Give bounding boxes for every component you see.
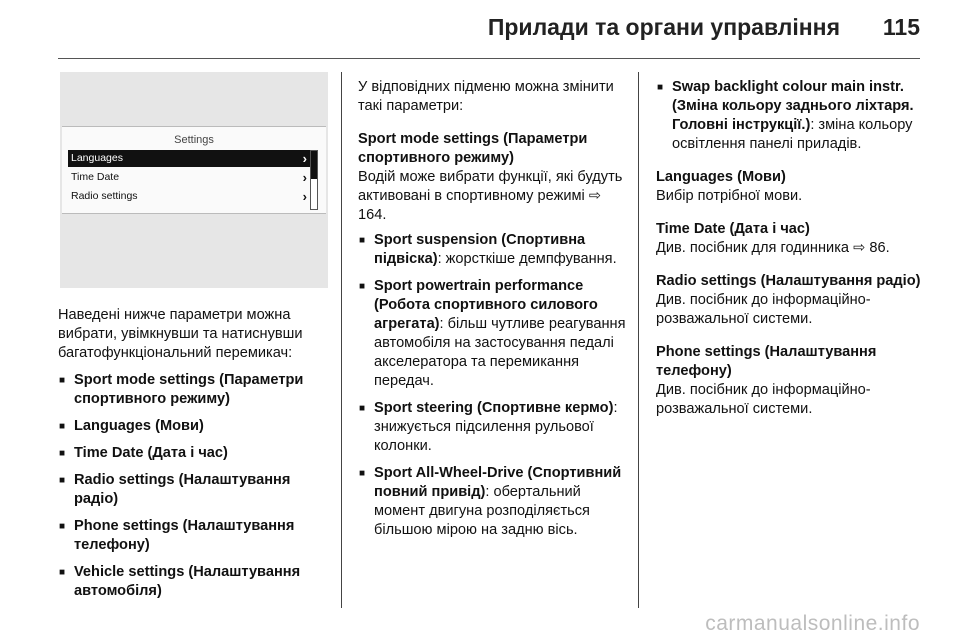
col2-intro: У відповідних підменю можна змінити такі параметри: bbox=[358, 79, 614, 114]
entry-text: Вибір потрібної мови. bbox=[656, 188, 803, 204]
entry-title: Time Date (Дата і час) bbox=[656, 221, 810, 237]
menu-item-time-date[interactable] bbox=[68, 169, 311, 186]
item-title: Sport steering (Спортивне кермо) bbox=[374, 400, 614, 416]
entry-title: Phone settings (Налаштування телефону) bbox=[656, 344, 877, 379]
menu-item-label: Radio settings bbox=[71, 190, 138, 202]
watermark: carmanualsonline.info bbox=[705, 612, 920, 635]
list-item bbox=[656, 78, 928, 154]
page-header bbox=[0, 0, 960, 60]
entry-title: Languages (Мови) bbox=[656, 169, 786, 185]
item-text: : більш чутливе реагування автомобіля на застосування педалі акселератора та перемикання передач. bbox=[374, 316, 626, 389]
menu-item-label: Languages bbox=[71, 152, 123, 164]
list-item bbox=[358, 277, 626, 391]
list-item: ■ Phone settings (Налаштування телефону) bbox=[58, 517, 326, 555]
settings-screen-figure bbox=[60, 72, 328, 288]
entry-phone-settings bbox=[656, 343, 928, 419]
menu-item-label: Time Date bbox=[71, 171, 120, 183]
list-item: ■ Vehicle settings (Налаштування автомобіля) bbox=[58, 563, 326, 601]
entry-text: Див. посібник до інформаційно-розважальної системи. bbox=[656, 382, 871, 417]
item-text: : обертальний момент двигуна розподіляється більшою мірою на задню вісь. bbox=[374, 484, 590, 538]
item-text: : жорсткіше демпфування. bbox=[437, 251, 617, 267]
menu-item-radio-settings[interactable] bbox=[68, 188, 311, 205]
item-text: : знижується підсилення рульової колонки. bbox=[374, 400, 618, 454]
entry-text: Див. посібник до інформаційно-розважальної системи. bbox=[656, 292, 871, 327]
sport-mode-list bbox=[358, 231, 626, 540]
chevron-right-icon: › bbox=[302, 151, 307, 166]
section-body: Водій може вибрати функції, які будуть активовані в спортивному режимі bbox=[358, 169, 623, 204]
list-item: ■ Time Date (Дата і час) bbox=[58, 444, 326, 463]
item-text: : зміна кольору освітлення панелі приладів. bbox=[672, 117, 913, 152]
entry-title: Radio settings (Налаштування радіо) bbox=[656, 273, 921, 289]
list-item bbox=[358, 464, 626, 540]
item-title: Sport powertrain performance (Робота спортивного силового агрегата) bbox=[374, 278, 598, 332]
item-title: Sport All-Wheel-Drive (Спортивний повний привід) bbox=[374, 465, 622, 500]
page-number: 115 bbox=[882, 14, 920, 40]
list-item: ■ Sport mode settings (Параметри спортивного режиму) bbox=[58, 371, 326, 409]
entry-time-date bbox=[656, 220, 928, 258]
backlight-list bbox=[656, 78, 928, 154]
column-3 bbox=[656, 78, 928, 433]
scrollbar-thumb[interactable] bbox=[311, 151, 317, 179]
column-2 bbox=[358, 78, 626, 548]
chevron-right-icon: › bbox=[302, 170, 307, 185]
page-title: Прилади та органи управління bbox=[487, 14, 840, 40]
display-screen bbox=[62, 126, 326, 214]
menu-scrollbar[interactable] bbox=[310, 150, 318, 210]
screen-title: Settings bbox=[174, 134, 214, 146]
item-title: Sport suspension (Спортивна підвіска) bbox=[374, 232, 586, 267]
section-text bbox=[358, 168, 626, 225]
chevron-right-icon: › bbox=[302, 189, 307, 204]
list-item: ■ Languages (Мови) bbox=[58, 417, 326, 436]
settings-list bbox=[58, 371, 326, 601]
section-title: Sport mode settings (Параметри спортивного режиму) bbox=[358, 131, 588, 166]
list-item bbox=[358, 399, 626, 456]
menu-item-languages[interactable] bbox=[68, 150, 311, 167]
list-item: ■ Radio settings (Налаштування радіо) bbox=[58, 471, 326, 509]
entry-text: Див. посібник для годинника ⇨ 86. bbox=[656, 240, 890, 256]
entry-radio-settings bbox=[656, 272, 928, 329]
item-title: Swap backlight colour main instr. (Зміна кольору заднього ліхтаря. Головні інструкції.) bbox=[672, 79, 914, 133]
page-reference: ⇨ 164. bbox=[358, 188, 602, 223]
header-divider bbox=[58, 58, 920, 59]
column-1 bbox=[58, 72, 326, 609]
col1-intro: Наведені нижче параметри можна вибрати, увімкнувши та натиснувши багатофункціональний перемикач: bbox=[58, 307, 303, 361]
column-divider-1 bbox=[341, 72, 342, 608]
column-divider-2 bbox=[638, 72, 639, 608]
list-item bbox=[358, 231, 626, 269]
entry-languages bbox=[656, 168, 928, 206]
